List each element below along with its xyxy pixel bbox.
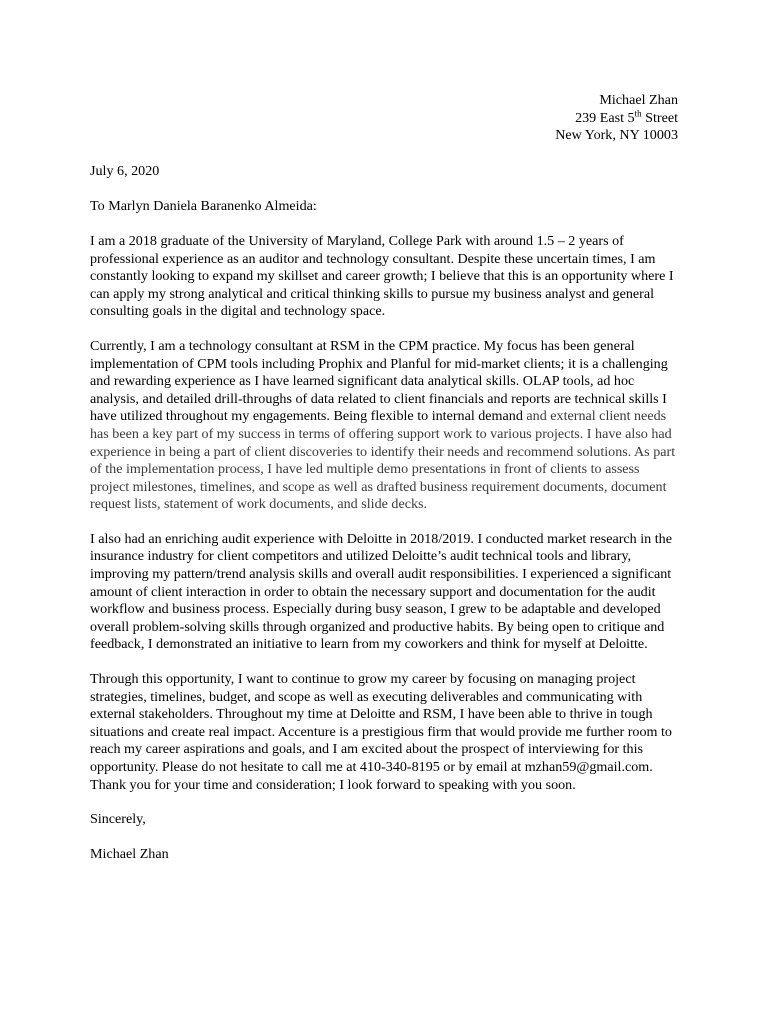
closing: Sincerely, <box>90 811 146 828</box>
body-paragraph-3: I also had an enriching audit experience with Deloitte in 2018/2019. I conducted market research in the insurance industry for client competitors and utilized Deloitte’s audit technical tools and library, improving my pattern/trend analysis skills and overall audit responsibilities. I experienced a significant amount of client interaction in order to obtain the necessary support and documentation for the audit workflow and business process. Especially during busy season, I grew to be adaptable and developed overall problem-solving skills through organized and productive habits. By being open to critique and feedback, I demonstrated an initiative to learn from my coworkers and think for myself at Deloitte. <box>90 530 672 653</box>
letter-date: July 6, 2020 <box>90 162 160 179</box>
signature-name: Michael Zhan <box>90 845 169 862</box>
sender-street-name: Street <box>641 109 678 126</box>
sender-street-number: 239 East 5 <box>575 109 635 126</box>
cover-letter-page <box>90 92 678 863</box>
sender-street <box>90 107 678 128</box>
body-paragraph-2-part-a: Currently, I am a technology consultant at RSM in the CPM practice. My focus has been general implementation of CPM tools including Prophix and Planful for mid-market clients; it is a challenging and rewarding experience as I have learned significant data analytical skills. OLAP tools, ad hoc analysis, and detailed drill-throughs of data related to client financials and reports are technical skills I have utilized throughout my engagements. Being flexible to internal demand <box>90 337 668 425</box>
body-paragraph-2 <box>90 338 678 514</box>
body-paragraph-4: Through this opportunity, I want to continue to grow my career by focusing on managing project strategies, timelines, budget, and scope as well as executing deliverables and communicating with external stakeholders. Throughout my time at Deloitte and RSM, I have been able to thrive in tough situations and create real impact. Accenture is a prestigious firm that would provide me further room to reach my career aspirations and goals, and I am excited about the prospect of interviewing for this opportunity. Please do not hesitate to call me at 410-340-8195 or by email at mzhan59@gmail.com. Thank you for your time and consideration; I look forward to speaking with you soon. <box>90 671 672 793</box>
body-paragraph-1: I am a 2018 graduate of the University of Maryland, College Park with around 1.5 – 2 years of professional experience as an auditor and technology consultant. Despite these uncertain times, I am constantly looking to expand my skillset and career growth; I believe that this is an opportunity where I can apply my strong analytical and critical thinking skills to pursue my business analyst and general consulting goals in the digital and technology space. <box>90 232 674 320</box>
salutation: To Marlyn Daniela Baranenko Almeida: <box>90 198 317 215</box>
sender-street-suffix: th <box>634 107 642 118</box>
sender-address-block <box>90 92 678 145</box>
sender-city-line: New York, NY 10003 <box>555 127 678 144</box>
sender-name: Michael Zhan <box>599 92 678 108</box>
body-paragraph-2-part-b: and external client needs has been a key part of my success in terms of offering support work to various projects. I have also had experience in being a part of client discoveries to identify their needs and recommend solutions. As part of the implementation process, I have led multiple demo presentations in front of clients to assess project milestones, timelines, and scope as well as drafted business requirement documents, document request lists, statement of work documents, and slide decks. <box>90 408 676 513</box>
